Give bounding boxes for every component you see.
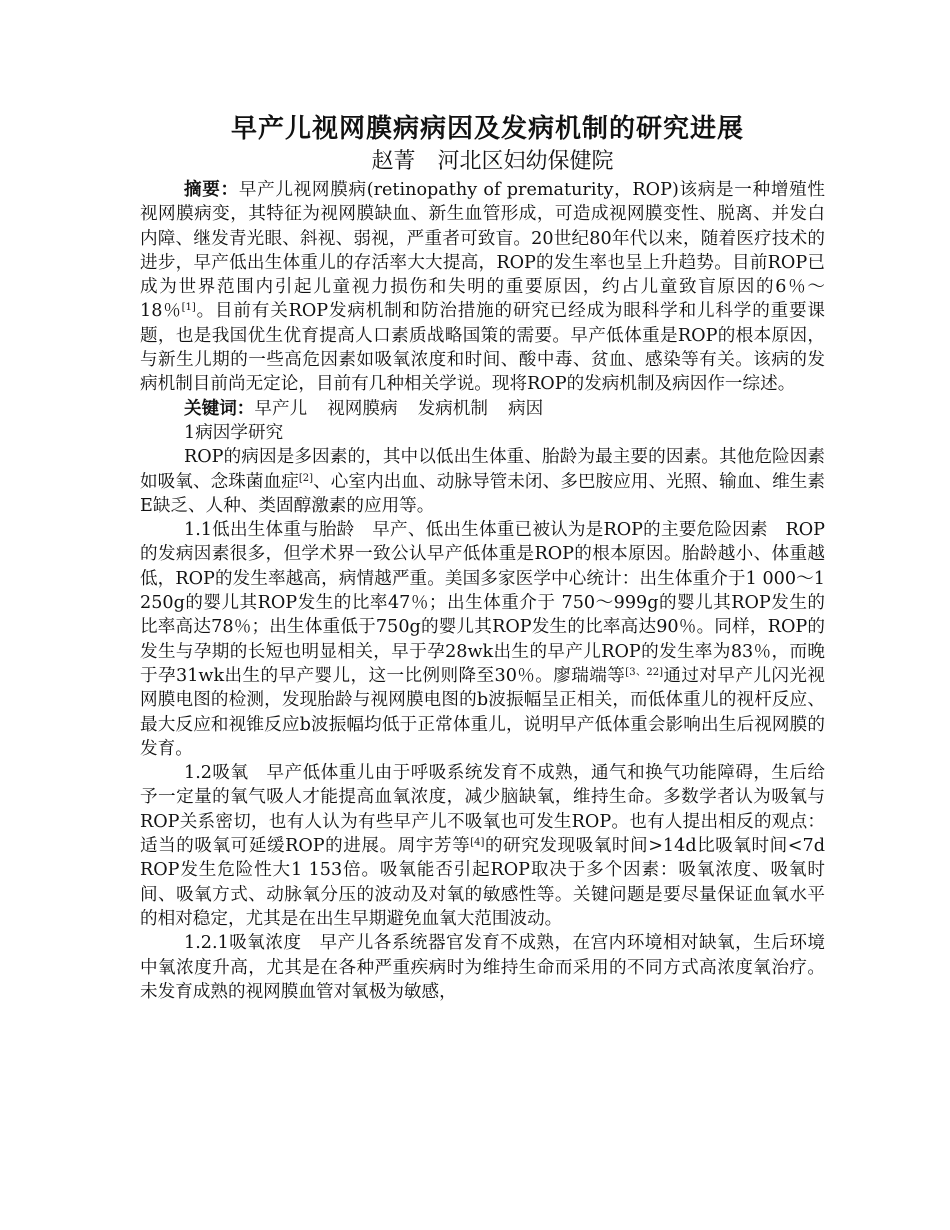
author-affiliation: 河北区妇幼保健院	[437, 149, 614, 174]
author-line	[160, 146, 825, 178]
body-paragraph-etiology	[140, 445, 825, 518]
citation-ref: [1]	[181, 302, 196, 314]
citation-ref: [4]	[470, 837, 485, 849]
keyword-item: 发病机制	[417, 398, 488, 419]
citation-ref: [3、22]	[625, 666, 663, 678]
body-paragraph-birthweight	[140, 518, 825, 761]
keyword-item: 病因	[507, 398, 544, 419]
paragraph-text: 、心室内出血、动脉导管未闭、多巴胺应用、光照、输血、维生素E缺乏、人种、类固醇激素的应用等。	[140, 471, 825, 516]
section-heading: 1病因学研究	[184, 422, 284, 443]
abstract-text-1: 早产儿视网膜病(retinopathy of prematurity，ROP)该病是一种增殖性视网膜病变，其特征为视网膜缺血、新生血管形成，可造成视网膜变性、脱离、并发白内障、继发青光眼、斜视、弱视，严重者可致盲。20世纪80年代以来，随着医疗技术的进步，早产低出生体重儿的存活率大大提高，ROP的发生率也呈上升趋势。目前ROP已成为世界范围内引起儿童视力损伤和失明的重要原因，约占儿童致盲原因的6％～18％	[140, 180, 825, 322]
document-title: 早产儿视网膜病病因及发病机制的研究进展	[230, 114, 744, 144]
paragraph-text: 通过对早产儿闪光视网膜电图的检测，发现胎龄与视网膜电图的b波振幅呈正相关，而低体重儿的视杆反应、最大反应和视锥反应b波振幅均低于正常体重儿，说明早产低体重会影响出生后视网膜的发育。	[140, 665, 825, 759]
paragraph-text: 的研究发现吸氧时间>14d比吸氧时间<7d ROP发生危险性大1 153倍。吸氧能否引起ROP取决于多个因素：吸氧浓度、吸氧时间、吸氧方式、动脉氧分压的波动及对氧的敏感性等。关键问题是要尽量保证血氧水平的相对稳定，尤其是在出生早期避免血氧大范围波动。	[140, 836, 826, 929]
keyword-item: 早产儿	[254, 398, 308, 419]
document-page	[140, 112, 825, 1004]
paragraph-text: 1.2吸氧 早产低体重儿由于呼吸系统发育不成熟，通气和换气功能障碍，生后给予一定量的氧气吸人才能提高血氧浓度，减少脑缺氧，维持生命。多数学者认为吸氧与ROP关系密切，也有人认为有些早产儿不吸氧也可发生ROP。也有人提出相反的观点：适当的吸氧可延缓ROP的进展。周宇芳等	[140, 763, 825, 857]
paragraph-text: ROP的病因是多因素的，其中以低出生体重、胎龄为最主要的因素。其他危险因素如吸氧、念珠菌血症	[140, 447, 825, 492]
keyword-item: 视网膜病	[327, 398, 398, 419]
paragraph-text: 1.1低出生体重与胎龄 早产、低出生体重已被认为是ROP的主要危险因素 ROP的发病因素很多，但学术界一致公认早产低体重是ROP的根本原因。胎龄越小、体重越低，ROP的发生率越高，病情越严重。美国多家医学中心统计：出生体重介于1 000～1 250g的婴儿其ROP发生的比率47％；出生体重介于 750～999g的婴儿其ROP发生的比率高达78％；出生体重低于750g的婴儿其ROP发生的比率高达90％。同样，ROP的发生与孕期的长短也明显相关，早于孕28wk出生的早产儿ROP的发生率为83％，而晚于孕31wk出生的早产婴儿，这一比例则降至30％。廖瑞端等	[140, 520, 825, 686]
keywords-line	[140, 397, 825, 421]
keywords-label: 关键词：	[184, 397, 255, 419]
author-name: 赵菁	[371, 149, 416, 174]
body-paragraph-oxygen	[140, 761, 825, 931]
citation-ref: [2]	[298, 472, 314, 484]
abstract-paragraph	[140, 178, 825, 397]
body-paragraph-oxygen-concentration: 1.2.1吸氧浓度 早产儿各系统器官发育不成熟，在宫内环境相对缺氧，生后环境中氧浓度升高，尤其是在各种严重疾病时为维持生命而采用的不同方式高浓度氧治疗。未发育成熟的视网膜血管对氧极为敏感，	[140, 933, 825, 1002]
abstract-text-2: 。目前有关ROP发病机制和防治措施的研究已经成为眼科学和儿科学的重要课题，也是我国优生优育提高人口素质战略国策的需要。早产低体重是ROP的根本原因，与新生儿期的一些高危因素如吸氧浓度和时间、酸中毒、贫血、感染等有关。该病的发病机制目前尚无定论，目前有几种相关学说。现将ROP的发病机制及病因作一综述。	[140, 301, 826, 395]
abstract-label: 摘要：	[184, 179, 239, 200]
